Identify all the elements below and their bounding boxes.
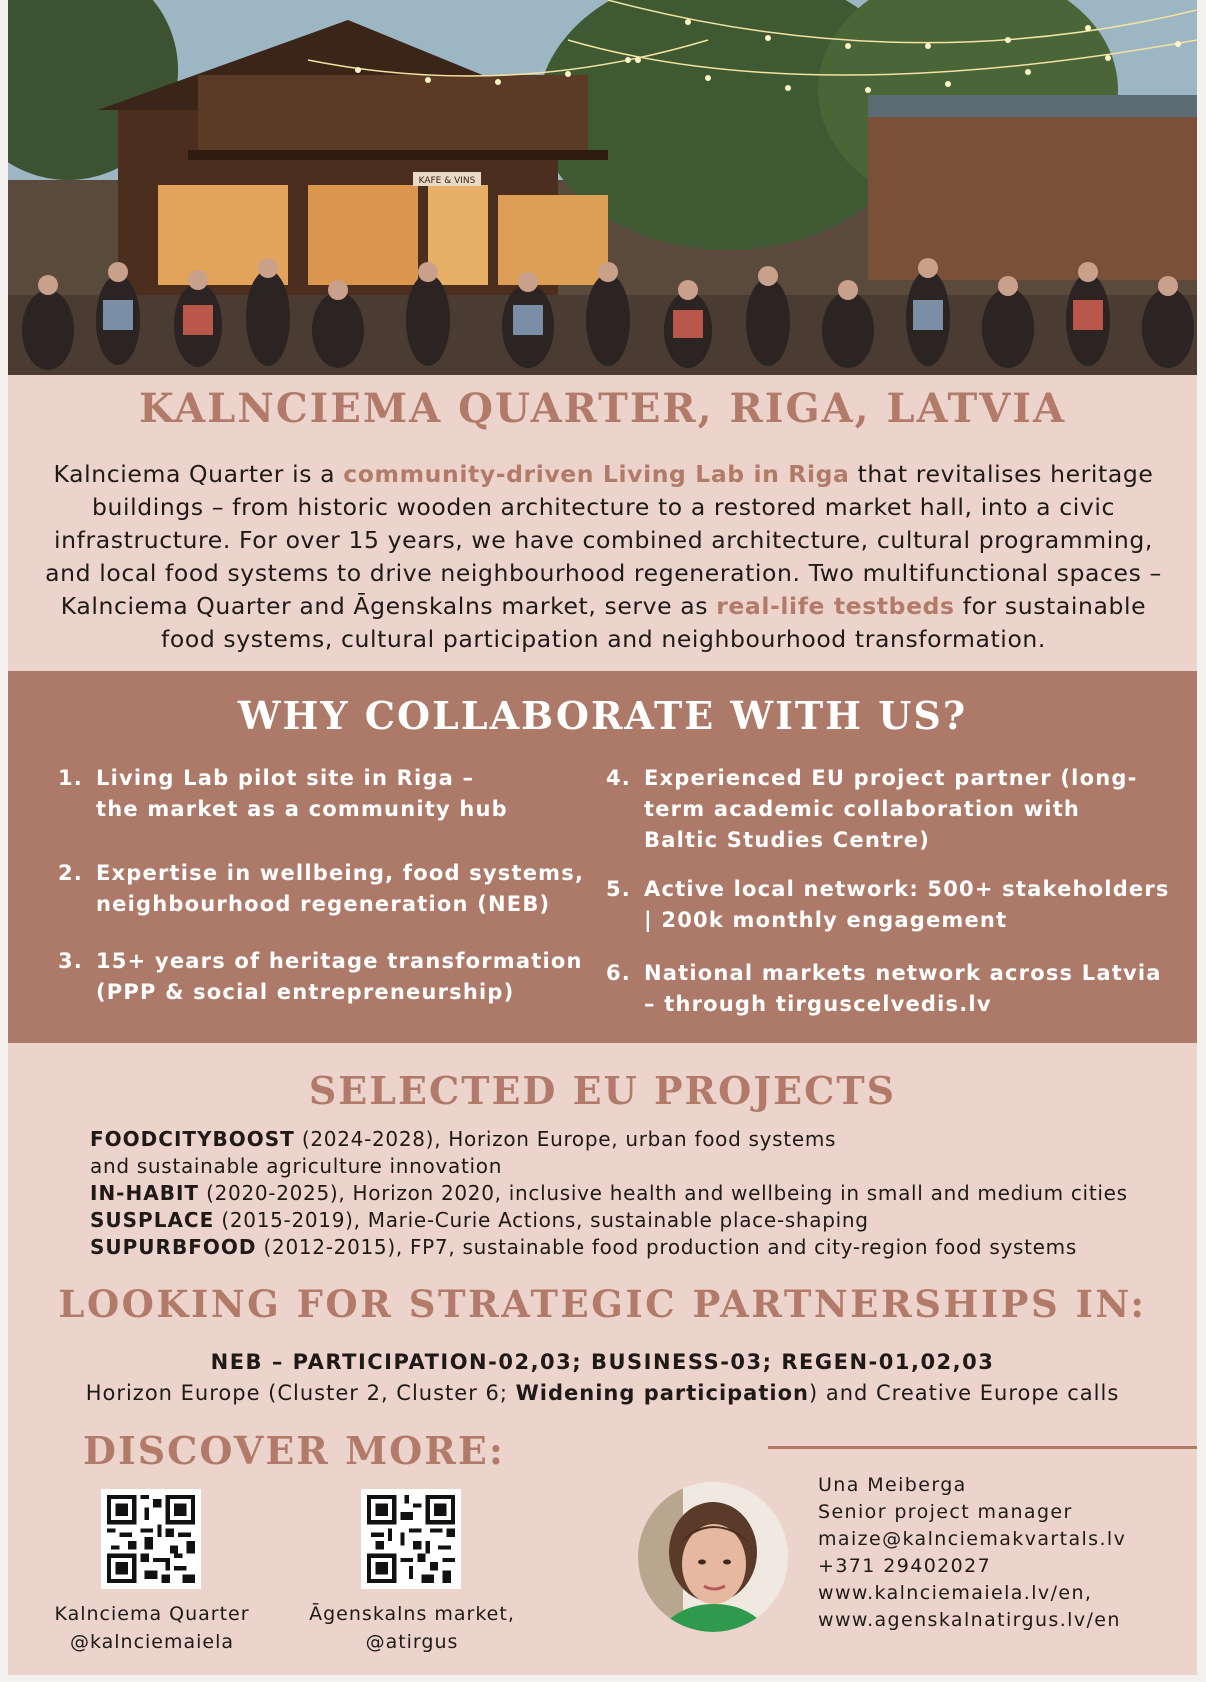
why-item-line: 15+ years of heritage transformation <box>96 949 583 973</box>
discover-title: DISCOVER MORE: <box>83 1428 505 1473</box>
qr-caption-handle: @kalnciemaiela <box>69 1631 235 1653</box>
contact-name: Una Meiberga <box>818 1474 967 1496</box>
programs-line <box>8 1378 1197 1409</box>
contact-website-2[interactable]: www.agenskalnatirgus.lv/en <box>818 1609 1121 1631</box>
qr-caption-kalnciema <box>22 1600 282 1656</box>
contact-avatar <box>638 1482 788 1632</box>
hero-photo <box>8 0 1197 375</box>
qr-caption-line: Āgenskalns market, <box>309 1603 515 1625</box>
hero-illustration <box>8 0 1197 375</box>
project-name: FOODCITYBOOST <box>90 1127 295 1151</box>
projects-title: SELECTED EU PROJECTS <box>308 1068 897 1113</box>
projects-list <box>90 1126 1180 1261</box>
project-item-foodcityboost <box>90 1126 1180 1180</box>
project-desc: (2015-2019), Marie-Curie Actions, sustainable place-shaping <box>214 1208 869 1232</box>
qr-code-agenskalns[interactable] <box>361 1489 461 1589</box>
why-collaborate-panel <box>8 671 1197 1043</box>
why-item-text <box>644 958 1162 1020</box>
project-name: SUPURBFOOD <box>90 1235 257 1259</box>
why-title: WHY COLLABORATE WITH US? <box>237 693 968 738</box>
why-item-text <box>96 946 583 1008</box>
programs-bold: Widening participation <box>515 1381 809 1405</box>
project-item-supurbfood <box>90 1234 1180 1261</box>
programs-text: ) and Creative Europe calls <box>808 1381 1120 1405</box>
why-item-text <box>644 763 1138 856</box>
project-item-susplace <box>90 1207 1180 1234</box>
why-item-line: Expertise in wellbeing, food systems, <box>96 861 585 885</box>
project-name: SUSPLACE <box>90 1208 215 1232</box>
why-item-line: Baltic Studies Centre) <box>644 828 931 852</box>
flyer-page <box>8 0 1197 1675</box>
why-item-number: 5. <box>606 877 631 901</box>
why-item-number: 3. <box>58 949 83 973</box>
qr-code-icon <box>367 1495 455 1583</box>
why-item-number: 1. <box>58 766 83 790</box>
qr-code-kalnciema[interactable] <box>101 1489 201 1589</box>
qr-caption-handle: @atirgus <box>365 1631 459 1653</box>
why-item-line: (PPP & social entrepreneurship) <box>96 980 515 1004</box>
intro-text-1: Kalnciema Quarter is a <box>53 460 344 488</box>
why-item-line: – through tirguscelvedis.lv <box>644 992 992 1016</box>
why-item-line: National markets network across Latvia <box>644 961 1162 985</box>
qr-code-icon <box>107 1495 195 1583</box>
qr-caption-agenskalns <box>282 1600 542 1656</box>
project-desc: (2024-2028), Horizon Europe, urban food systems <box>294 1127 837 1151</box>
qr-caption-line: Kalnciema Quarter <box>54 1603 250 1625</box>
contact-website-1[interactable]: www.kalnciemaiela.lv/en, <box>818 1582 1093 1604</box>
project-name: IN-HABIT <box>90 1181 200 1205</box>
programs-text: Horizon Europe (Cluster 2, Cluster 6; <box>85 1381 516 1405</box>
why-item-line: the market as a community hub <box>96 797 508 821</box>
project-desc: (2012-2015), FP7, sustainable food production and city-region food systems <box>256 1235 1077 1259</box>
contact-email[interactable]: maize@kalnciemakvartals.lv <box>818 1528 1127 1550</box>
contact-phone[interactable]: +371 29402027 <box>818 1555 992 1577</box>
intro-paragraph <box>36 458 1171 656</box>
project-desc: (2020-2025), Horizon 2020, inclusive health and wellbeing in small and medium cities <box>199 1181 1128 1205</box>
contact-details <box>818 1472 1126 1634</box>
project-desc: and sustainable agriculture innovation <box>90 1154 503 1178</box>
intro-highlight-testbeds: real-life testbeds <box>716 592 955 620</box>
contact-role: Senior project manager <box>818 1501 1073 1523</box>
intro-text-3: for sustainable food systems, cultural participation and neighbourhood transformation. <box>161 592 1147 653</box>
why-item-number: 4. <box>606 766 631 790</box>
divider <box>768 1446 1197 1449</box>
calls-line: NEB – PARTICIPATION-02,03; BUSINESS-03; REGEN-01,02,03 <box>210 1350 995 1374</box>
why-item-number: 6. <box>606 961 631 985</box>
why-item-text <box>96 763 508 825</box>
why-item-number: 2. <box>58 861 83 885</box>
why-item-line: Experienced EU project partner (long- <box>644 766 1138 790</box>
hero-sign-text: KAFE & VINS <box>418 176 476 186</box>
why-item-line: Living Lab pilot site in Riga – <box>96 766 475 790</box>
why-item-line: neighbourhood regeneration (NEB) <box>96 892 551 916</box>
partnership-calls <box>8 1347 1197 1409</box>
partnerships-title: LOOKING FOR STRATEGIC PARTNERSHIPS IN: <box>58 1282 1147 1326</box>
avatar-portrait <box>638 1482 788 1632</box>
intro-highlight-living-lab: community-driven Living Lab in Riga <box>343 460 850 488</box>
page-title: KALNCIEMA QUARTER, RIGA, LATVIA <box>138 385 1067 432</box>
why-item-line: Active local network: 500+ stakeholders <box>644 877 1170 901</box>
project-item-in-habit <box>90 1180 1180 1207</box>
why-item-text <box>644 874 1170 936</box>
intro-text-2: that revitalises heritage buildings – from historic wooden architecture to a restored market hall, into a civic infrastructure. For over 15 years, we have combined architecture, cultural programming, and local food systems to drive neighbourhood regeneration. Two multifunctional spaces – Kalnciema Quarter and Āgenskalns market, serve as <box>45 460 1162 620</box>
why-item-line: term academic collaboration with <box>644 797 1081 821</box>
why-item-line: | 200k monthly engagement <box>644 908 1008 932</box>
why-item-text <box>96 858 584 920</box>
